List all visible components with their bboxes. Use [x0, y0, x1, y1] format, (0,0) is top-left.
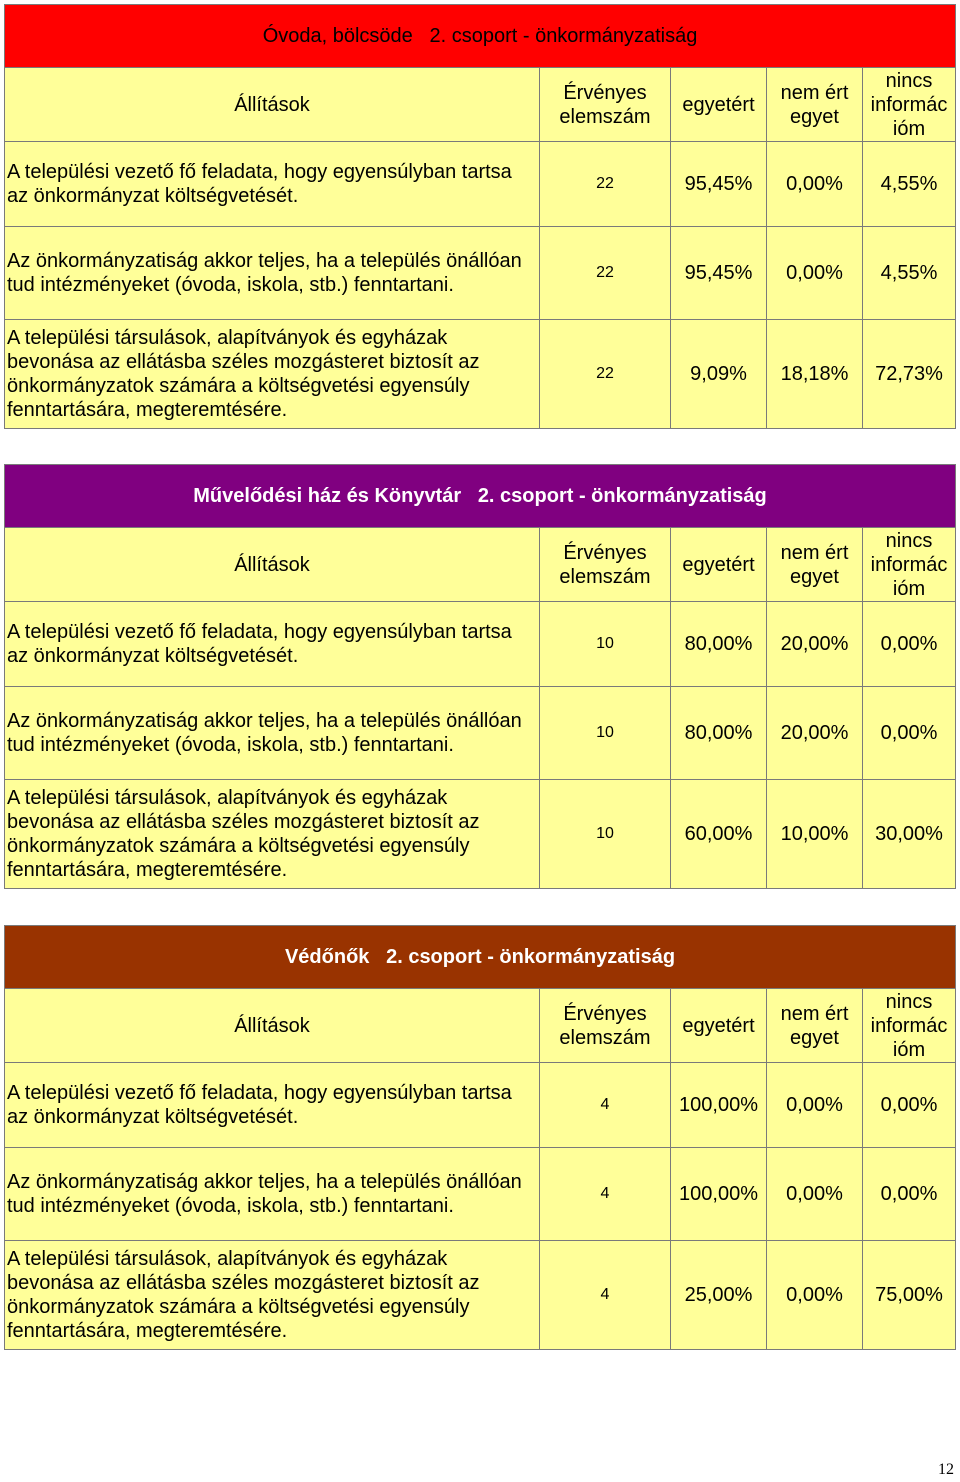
valid-count-cell: 22 [540, 227, 671, 320]
section-table [4, 925, 955, 1350]
header-valid-count: Érvényes elemszám [540, 528, 671, 602]
statement-cell: Az önkormányzatiság akkor teljes, ha a település önállóan tud intézményeket (óvoda, iskola, stb.) fenntartani. [5, 687, 540, 780]
statement-cell: A települési társulások, alapítványok és egyházak bevonása az ellátásba széles mozgásteret biztosít az önkormányzatok számára a költségvetési egyensúly fenntartására, megteremtésére. [5, 1241, 540, 1350]
table-row [5, 1148, 956, 1241]
section-title-group: 2. csoport - önkormányzatiság [477, 484, 767, 507]
section-title-name: Védőnők [284, 945, 370, 968]
table-row [5, 780, 956, 889]
header-no-info: nincs informác ióm [863, 989, 956, 1063]
disagree-cell: 20,00% [767, 602, 863, 687]
section-title [5, 926, 956, 989]
header-disagree: nem ért egyet [767, 68, 863, 142]
no-info-cell: 0,00% [863, 687, 956, 780]
header-valid-count: Érvényes elemszám [540, 68, 671, 142]
valid-count-cell: 4 [540, 1148, 671, 1241]
valid-count-cell: 10 [540, 602, 671, 687]
title-gap [369, 946, 386, 968]
disagree-cell: 0,00% [767, 142, 863, 227]
no-info-cell: 4,55% [863, 142, 956, 227]
section-title-group: 2. csoport - önkormányzatiság [386, 945, 676, 968]
no-info-cell: 4,55% [863, 227, 956, 320]
header-agree: egyetért [671, 68, 767, 142]
table-row [5, 1241, 956, 1350]
table-row [5, 227, 956, 320]
no-info-cell: 0,00% [863, 602, 956, 687]
agree-cell: 9,09% [671, 320, 767, 429]
header-disagree: nem ért egyet [767, 989, 863, 1063]
disagree-cell: 20,00% [767, 687, 863, 780]
section-title [5, 465, 956, 528]
header-row [5, 989, 956, 1063]
no-info-cell: 0,00% [863, 1063, 956, 1148]
no-info-cell: 30,00% [863, 780, 956, 889]
header-no-info: nincs informác ióm [863, 68, 956, 142]
agree-cell: 95,45% [671, 227, 767, 320]
valid-count-cell: 22 [540, 142, 671, 227]
title-gap [461, 485, 478, 507]
header-statements: Állítások [5, 989, 540, 1063]
table-row [5, 1063, 956, 1148]
header-agree: egyetért [671, 528, 767, 602]
no-info-cell: 0,00% [863, 1148, 956, 1241]
statement-cell: A települési társulások, alapítványok és egyházak bevonása az ellátásba széles mozgásteret biztosít az önkormányzatok számára a költségvetési egyensúly fenntartására, megteremtésére. [5, 320, 540, 429]
no-info-cell: 75,00% [863, 1241, 956, 1350]
agree-cell: 60,00% [671, 780, 767, 889]
statement-cell: A települési társulások, alapítványok és egyházak bevonása az ellátásba széles mozgásteret biztosít az önkormányzatok számára a költségvetési egyensúly fenntartására, megteremtésére. [5, 780, 540, 889]
disagree-cell: 10,00% [767, 780, 863, 889]
page-number: 12 [938, 1461, 954, 1478]
section-table [4, 464, 955, 889]
agree-cell: 100,00% [671, 1148, 767, 1241]
header-statements: Állítások [5, 528, 540, 602]
header-disagree: nem ért egyet [767, 528, 863, 602]
valid-count-cell: 10 [540, 687, 671, 780]
header-valid-count: Érvényes elemszám [540, 989, 671, 1063]
section-title [5, 5, 956, 68]
header-statements: Állítások [5, 68, 540, 142]
disagree-cell: 0,00% [767, 1241, 863, 1350]
disagree-cell: 0,00% [767, 1148, 863, 1241]
statement-cell: Az önkormányzatiság akkor teljes, ha a település önállóan tud intézményeket (óvoda, iskola, stb.) fenntartani. [5, 227, 540, 320]
header-no-info: nincs informác ióm [863, 528, 956, 602]
agree-cell: 80,00% [671, 602, 767, 687]
agree-cell: 25,00% [671, 1241, 767, 1350]
header-row [5, 68, 956, 142]
disagree-cell: 0,00% [767, 1063, 863, 1148]
table-row [5, 320, 956, 429]
statement-cell: A települési vezető fő feladata, hogy egyensúlyban tartsa az önkormányzat költségvetését. [5, 602, 540, 687]
section-title-group: 2. csoport - önkormányzatiság [429, 24, 698, 47]
header-agree: egyetért [671, 989, 767, 1063]
section-title-name: Óvoda, bölcsöde [262, 24, 413, 47]
agree-cell: 100,00% [671, 1063, 767, 1148]
section-table [4, 4, 955, 429]
disagree-cell: 0,00% [767, 227, 863, 320]
title-gap [413, 25, 430, 47]
statement-cell: Az önkormányzatiság akkor teljes, ha a település önállóan tud intézményeket (óvoda, iskola, stb.) fenntartani. [5, 1148, 540, 1241]
valid-count-cell: 22 [540, 320, 671, 429]
disagree-cell: 18,18% [767, 320, 863, 429]
agree-cell: 80,00% [671, 687, 767, 780]
agree-cell: 95,45% [671, 142, 767, 227]
valid-count-cell: 4 [540, 1241, 671, 1350]
statement-cell: A települési vezető fő feladata, hogy egyensúlyban tartsa az önkormányzat költségvetését. [5, 1063, 540, 1148]
table-row [5, 602, 956, 687]
no-info-cell: 72,73% [863, 320, 956, 429]
table-row [5, 687, 956, 780]
valid-count-cell: 4 [540, 1063, 671, 1148]
section-title-name: Művelődési ház és Könyvtár [193, 484, 462, 507]
statement-cell: A települési vezető fő feladata, hogy egyensúlyban tartsa az önkormányzat költségvetését. [5, 142, 540, 227]
valid-count-cell: 10 [540, 780, 671, 889]
table-row [5, 142, 956, 227]
header-row [5, 528, 956, 602]
